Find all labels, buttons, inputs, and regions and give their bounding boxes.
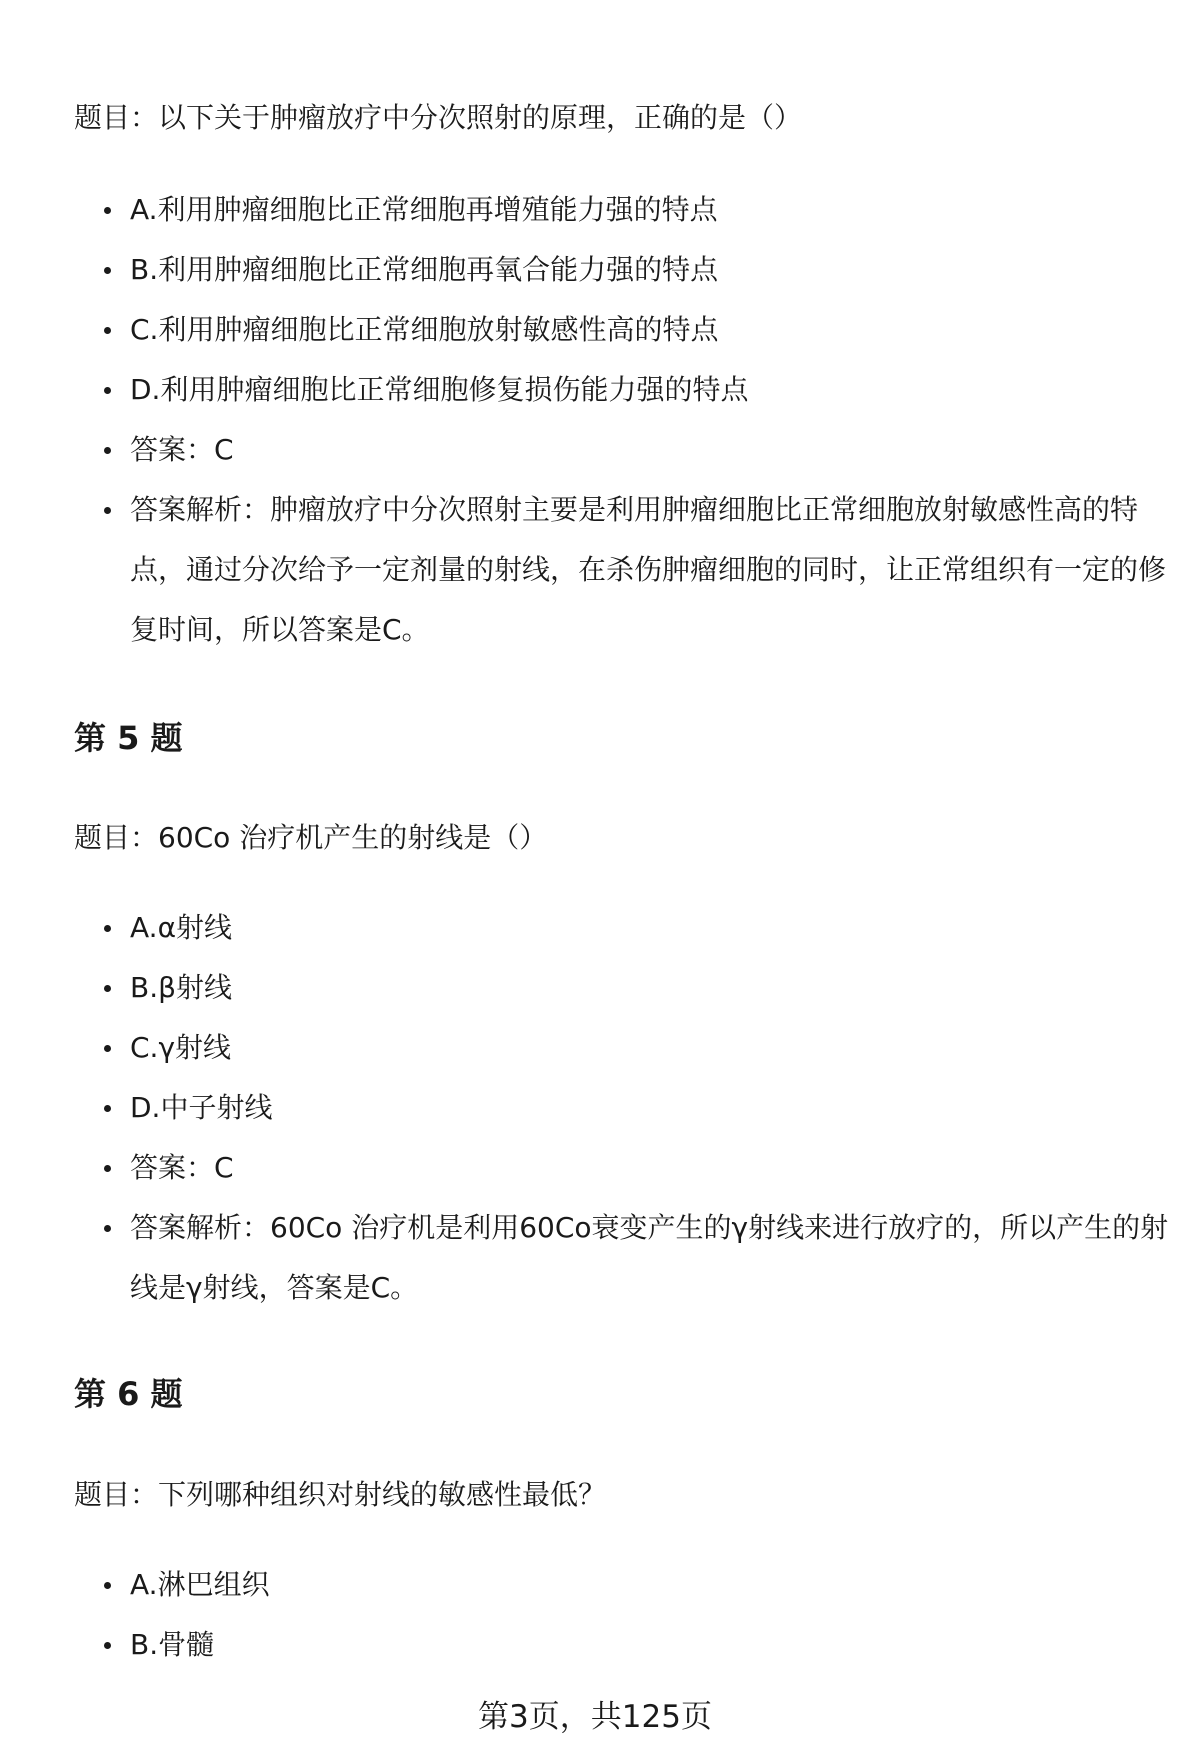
option-a: A.α射线: [74, 898, 1174, 958]
option-c: C.利用肿瘤细胞比正常细胞放射敏感性高的特点: [74, 300, 1174, 360]
option-b: B.利用肿瘤细胞比正常细胞再氧合能力强的特点: [74, 240, 1174, 300]
page-indicator: 第3页，共125页: [478, 1699, 712, 1735]
option-a: A.淋巴组织: [74, 1555, 1174, 1615]
answer-explanation: 答案解析：60Co 治疗机是利用60Co衰变产生的γ射线来进行放疗的，所以产生的射线是γ射线，答案是C。: [74, 1198, 1174, 1318]
option-list: [74, 180, 1174, 660]
option-a: A.利用肿瘤细胞比正常细胞再增殖能力强的特点: [74, 180, 1174, 240]
question-stem: 题目：以下关于肿瘤放疗中分次照射的原理，正确的是（）: [74, 101, 803, 134]
option-list: [74, 898, 1174, 1318]
option-d: D.利用肿瘤细胞比正常细胞修复损伤能力强的特点: [74, 360, 1174, 420]
option-b: B.β射线: [74, 958, 1174, 1018]
question-heading: 第 5 题: [74, 719, 183, 757]
option-c: C.γ射线: [74, 1018, 1174, 1078]
answer: 答案：C: [74, 420, 1174, 480]
option-list: [74, 1555, 1174, 1675]
question-stem: 题目：下列哪种组织对射线的敏感性最低？: [74, 1478, 607, 1511]
question-heading: 第 6 题: [74, 1375, 183, 1413]
option-b: B.骨髓: [74, 1615, 1174, 1675]
answer-explanation: 答案解析：肿瘤放疗中分次照射主要是利用肿瘤细胞比正常细胞放射敏感性高的特点，通过分次给予一定剂量的射线，在杀伤肿瘤细胞的同时，让正常组织有一定的修复时间，所以答案是C。: [74, 480, 1174, 660]
question-stem: 题目：60Co 治疗机产生的射线是（）: [74, 821, 548, 854]
answer: 答案：C: [74, 1138, 1174, 1198]
option-d: D.中子射线: [74, 1078, 1174, 1138]
